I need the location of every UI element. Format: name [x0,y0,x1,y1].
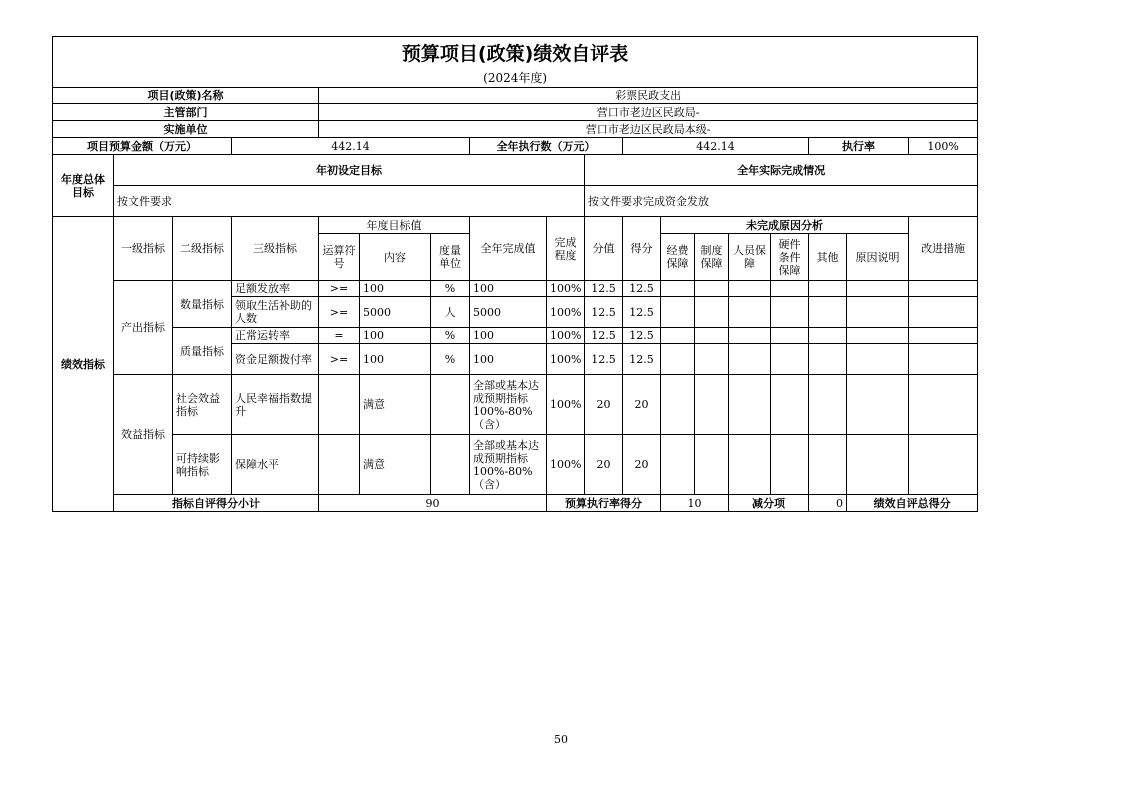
lvl1-header: 一级指标 [114,217,173,281]
reason-system-header: 制度保障 [695,234,729,281]
empty-cell [771,344,809,375]
row-name: 领取生活补助的人数 [232,297,319,328]
row-points: 20 [585,375,623,435]
budget-rate-score-value: 10 [661,495,729,512]
operator-header: 运算符号 [319,234,360,281]
reason-other-header: 其他 [809,234,847,281]
row-op [319,435,360,495]
empty-cell [729,435,771,495]
row-done: 全部或基本达成预期指标100%-80%（含） [470,435,547,495]
empty-cell [661,328,695,344]
initial-goal-value: 按文件要求 [114,186,585,217]
empty-cell [729,281,771,297]
empty-cell [771,281,809,297]
empty-cell [771,375,809,435]
row-degree: 100% [547,328,585,344]
reasons-header: 未完成原因分析 [661,217,909,234]
executed-label: 全年执行数（万元） [470,138,623,155]
empty-cell [809,328,847,344]
empty-cell [729,297,771,328]
lvl2-header: 二级指标 [173,217,232,281]
initial-goal-header: 年初设定目标 [114,155,585,186]
row-name: 资金足额拨付率 [232,344,319,375]
empty-cell [809,281,847,297]
department-value: 营口市老边区民政局- [319,104,978,121]
row-points: 12.5 [585,297,623,328]
row-done: 100 [470,328,547,344]
row-op: >= [319,344,360,375]
row-done: 100 [470,281,547,297]
row-score: 20 [623,375,661,435]
annual-goal-label: 年度总体目标 [53,155,114,217]
empty-cell [909,375,978,435]
empty-cell [695,375,729,435]
empty-cell [729,344,771,375]
exec-rate-label: 执行率 [809,138,909,155]
reason-hardware-header: 硬件条件保障 [771,234,809,281]
group-benefit: 效益指标 [114,375,173,495]
row-degree: 100% [547,344,585,375]
empty-cell [695,297,729,328]
empty-cell [809,435,847,495]
page-number: 50 [554,733,568,746]
row-name: 保障水平 [232,435,319,495]
row-score: 20 [623,435,661,495]
lvl3-header: 三级指标 [232,217,319,281]
row-degree: 100% [547,297,585,328]
empty-cell [909,344,978,375]
empty-cell [695,435,729,495]
empty-cell [771,328,809,344]
department-label: 主管部门 [53,104,319,121]
project-name-value: 彩票民政支出 [319,88,978,104]
empty-cell [695,281,729,297]
degree-header: 完成程度 [547,217,585,281]
exec-rate-value: 100% [909,138,978,155]
row-done: 5000 [470,297,547,328]
group-quality: 质量指标 [173,328,232,375]
group-sustain: 可持续影响指标 [173,435,232,495]
actual-value: 按文件要求完成资金发放 [585,186,978,217]
empty-cell [809,375,847,435]
empty-cell [809,297,847,328]
empty-cell [661,281,695,297]
row-done: 全部或基本达成预期指标100%-80%（含） [470,375,547,435]
row-done: 100 [470,344,547,375]
group-quantity: 数量指标 [173,281,232,328]
unit-value: 营口市老边区民政局本级- [319,121,978,138]
empty-cell [847,328,909,344]
row-points: 12.5 [585,328,623,344]
empty-cell [909,328,978,344]
content-header: 内容 [360,234,431,281]
empty-cell [729,375,771,435]
row-name: 人民幸福指数提升 [232,375,319,435]
row-name: 足额发放率 [232,281,319,297]
row-op: >= [319,281,360,297]
empty-cell [661,435,695,495]
target-value-header: 年度目标值 [319,217,470,234]
points-header: 分值 [585,217,623,281]
row-content: 满意 [360,435,431,495]
empty-cell [909,281,978,297]
form-year: (2024年度) [53,71,978,88]
row-op [319,375,360,435]
row-content: 满意 [360,375,431,435]
empty-cell [771,297,809,328]
reason-explain-header: 原因说明 [847,234,909,281]
empty-cell [695,344,729,375]
empty-cell [847,281,909,297]
improve-header: 改进措施 [909,217,978,281]
group-social: 社会效益指标 [173,375,232,435]
row-points: 12.5 [585,281,623,297]
unit-label: 实施单位 [53,121,319,138]
row-score: 12.5 [623,281,661,297]
row-unit [431,375,470,435]
row-name: 正常运转率 [232,328,319,344]
group-output: 产出指标 [114,281,173,375]
row-points: 20 [585,435,623,495]
empty-cell [847,344,909,375]
reason-funds-header: 经费保障 [661,234,695,281]
project-name-label: 项目(政策)名称 [53,88,319,104]
deduct-value: 0 [809,495,847,512]
empty-cell [909,297,978,328]
actual-header: 全年实际完成情况 [585,155,978,186]
deduct-label: 减分项 [729,495,809,512]
row-content: 5000 [360,297,431,328]
performance-indicator-label: 绩效指标 [53,217,114,512]
subtotal-label: 指标自评得分小计 [114,495,319,512]
row-degree: 100% [547,435,585,495]
row-content: 100 [360,281,431,297]
budget-rate-score-label: 预算执行率得分 [547,495,661,512]
empty-cell [695,328,729,344]
row-unit: % [431,344,470,375]
total-label: 绩效自评总得分 [847,495,978,512]
row-points: 12.5 [585,344,623,375]
score-header: 得分 [623,217,661,281]
empty-cell [661,375,695,435]
unit-measure-header: 度量单位 [431,234,470,281]
row-score: 12.5 [623,328,661,344]
row-op: = [319,328,360,344]
row-unit [431,435,470,495]
empty-cell [729,328,771,344]
row-unit: % [431,281,470,297]
row-score: 12.5 [623,297,661,328]
empty-cell [661,297,695,328]
empty-cell [847,375,909,435]
row-unit: % [431,328,470,344]
budget-value: 442.14 [232,138,470,155]
empty-cell [847,435,909,495]
empty-cell [809,344,847,375]
self-evaluation-table [52,36,978,512]
form-title: 预算项目(政策)绩效自评表 [53,37,978,71]
full-year-header: 全年完成值 [470,217,547,281]
empty-cell [909,435,978,495]
executed-value: 442.14 [623,138,809,155]
empty-cell [661,344,695,375]
budget-label: 项目预算金额（万元） [53,138,232,155]
row-op: >= [319,297,360,328]
row-degree: 100% [547,281,585,297]
row-content: 100 [360,344,431,375]
row-score: 12.5 [623,344,661,375]
row-unit: 人 [431,297,470,328]
row-content: 100 [360,328,431,344]
subtotal-value: 90 [319,495,547,512]
row-degree: 100% [547,375,585,435]
empty-cell [847,297,909,328]
empty-cell [771,435,809,495]
reason-staff-header: 人员保障 [729,234,771,281]
